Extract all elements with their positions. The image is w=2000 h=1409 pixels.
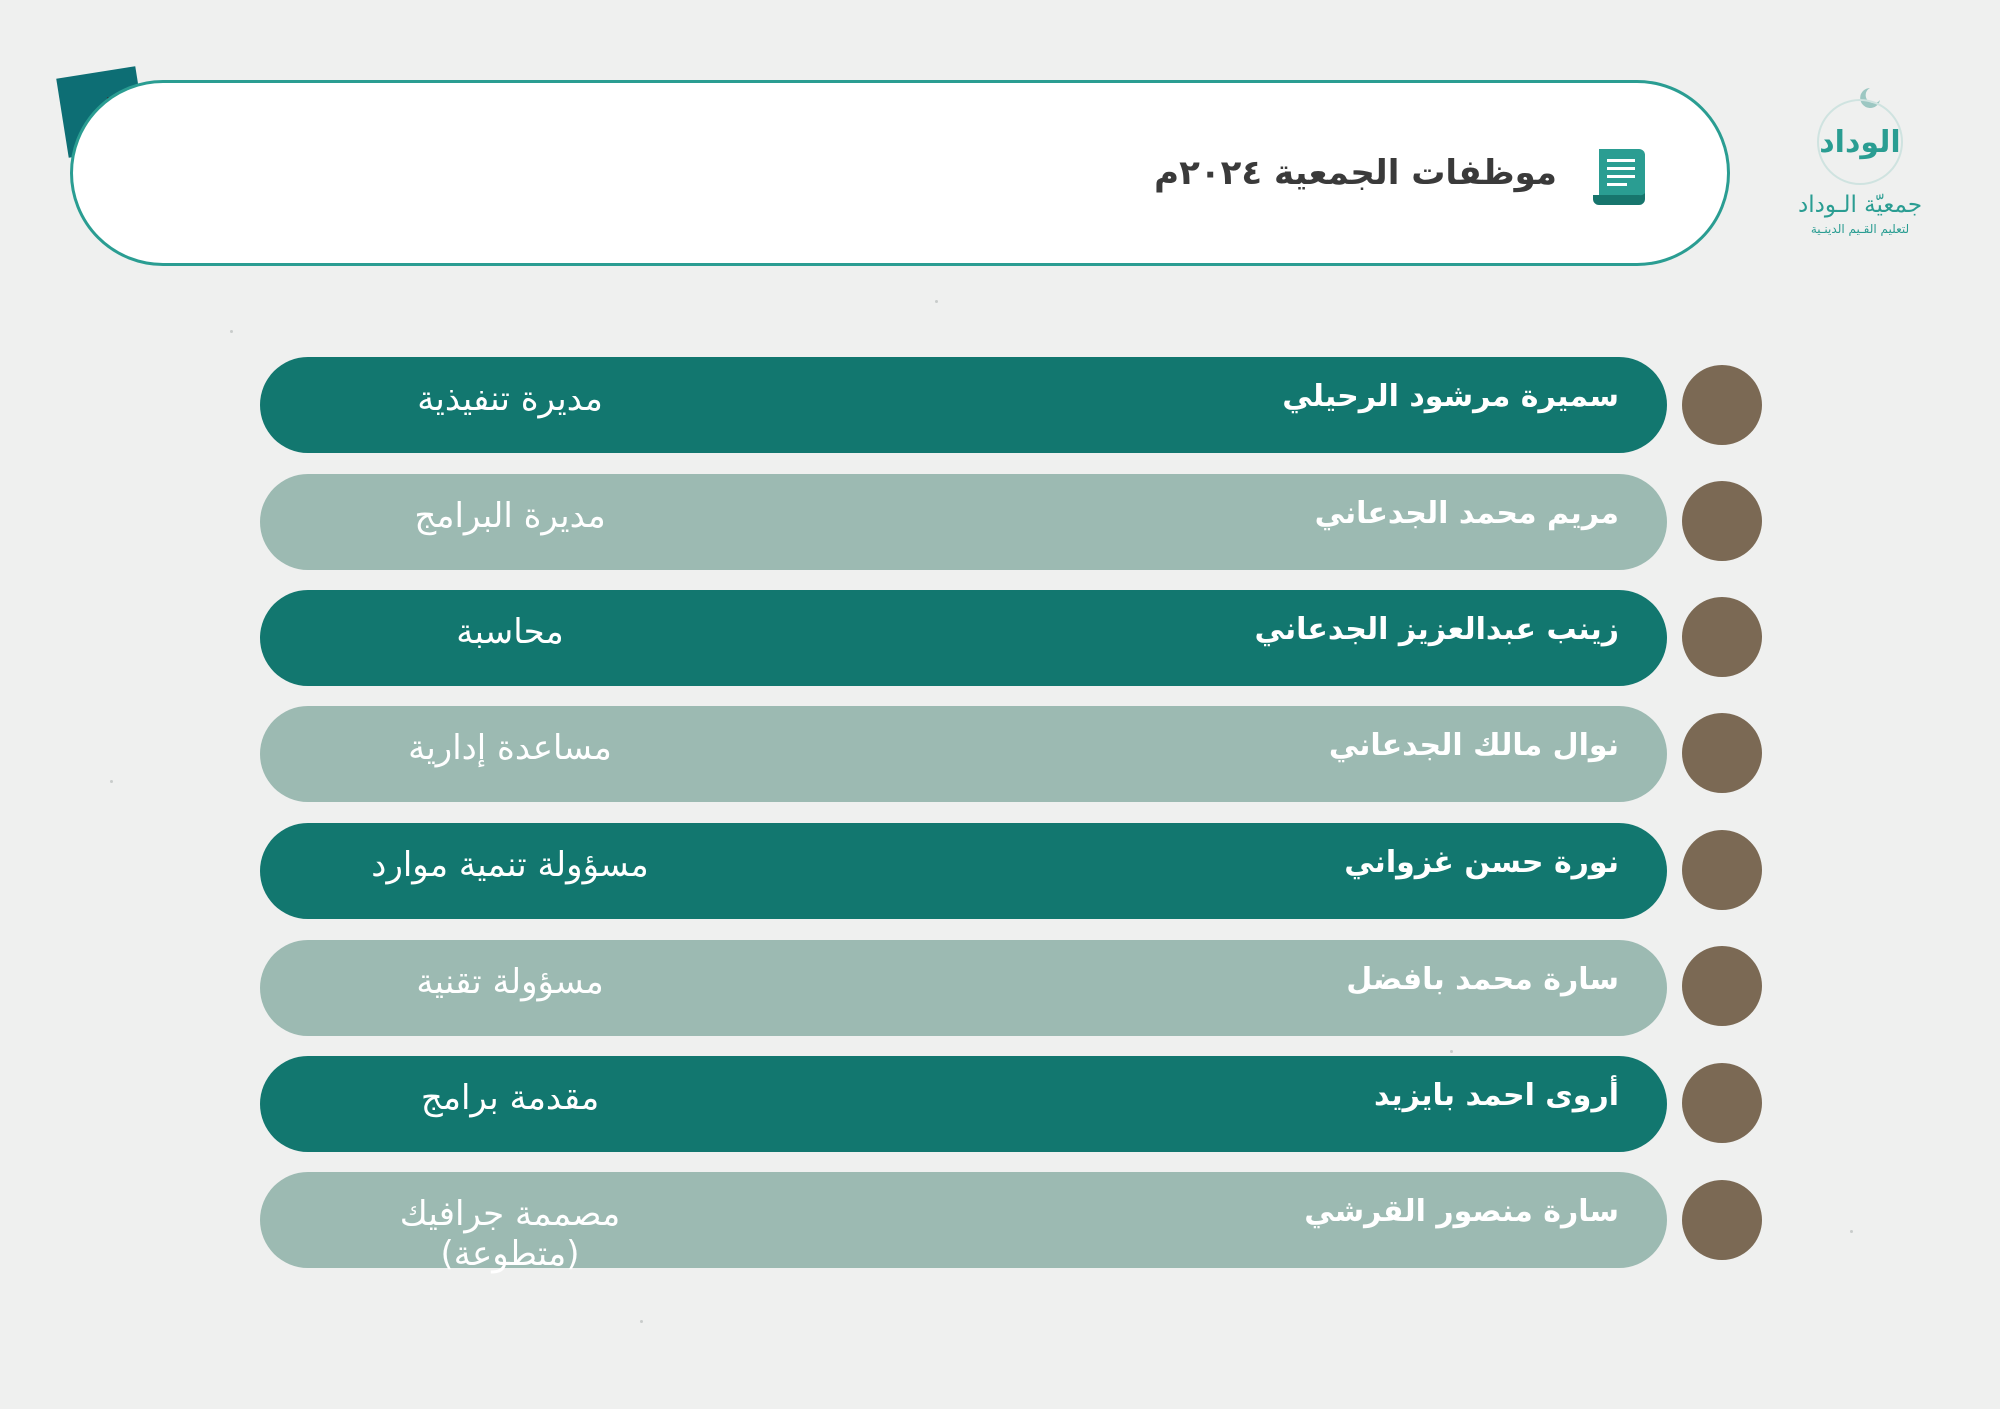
background-speck bbox=[640, 1320, 643, 1323]
staff-row bbox=[260, 706, 1667, 802]
staff-name: زينب عبدالعزيز الجدعاني bbox=[1254, 612, 1619, 647]
staff-name: سارة منصور القرشي bbox=[1304, 1194, 1619, 1229]
bullet-dot bbox=[1682, 365, 1762, 445]
staff-row bbox=[260, 823, 1667, 919]
bullet-dot bbox=[1682, 946, 1762, 1026]
staff-role: محاسبة bbox=[456, 612, 564, 652]
staff-row bbox=[260, 590, 1667, 686]
staff-row bbox=[260, 1056, 1667, 1152]
staff-row bbox=[260, 357, 1667, 453]
bullet-dot bbox=[1682, 481, 1762, 561]
bullet-dot bbox=[1682, 713, 1762, 793]
background-speck bbox=[230, 330, 233, 333]
staff-role: مديرة البرامج bbox=[414, 496, 606, 536]
background-speck bbox=[1850, 1230, 1853, 1233]
staff-row bbox=[260, 474, 1667, 570]
bullet-dot bbox=[1682, 597, 1762, 677]
staff-row bbox=[260, 940, 1667, 1036]
header-bar bbox=[70, 80, 1730, 266]
logo-tagline: لتعليم القـيم الدينـية bbox=[1810, 222, 1910, 236]
document-icon bbox=[1591, 145, 1649, 209]
staff-role: مساعدة إدارية bbox=[408, 728, 612, 768]
staff-name: أروى احمد بايزيد bbox=[1374, 1078, 1619, 1113]
staff-role: مديرة تنفيذية bbox=[417, 379, 603, 419]
staff-name: سميرة مرشود الرحيلي bbox=[1282, 379, 1619, 414]
association-logo bbox=[1770, 80, 1950, 250]
staff-role: مصممة جرافيك (متطوعة) bbox=[399, 1194, 621, 1274]
staff-role: مسؤولة تنمية موارد bbox=[371, 845, 649, 885]
staff-name: نوال مالك الجدعاني bbox=[1328, 728, 1619, 763]
logo-emblem bbox=[1810, 80, 1910, 190]
page-title: موظفات الجمعية ٢٠٢٤م bbox=[1154, 153, 1557, 193]
background-speck bbox=[110, 780, 113, 783]
staff-name: مريم محمد الجدعاني bbox=[1314, 496, 1619, 531]
staff-name: سارة محمد بافضل bbox=[1346, 962, 1619, 997]
bullet-dot bbox=[1682, 1063, 1762, 1143]
logo-name: جمعيّة الـوداد bbox=[1797, 192, 1923, 218]
bullet-dot bbox=[1682, 1180, 1762, 1260]
staff-role: مسؤولة تقنية bbox=[416, 962, 604, 1002]
bullet-dot bbox=[1682, 830, 1762, 910]
background-speck bbox=[935, 300, 938, 303]
staff-role: مقدمة برامج bbox=[420, 1078, 600, 1118]
staff-name: نورة حسن غزواني bbox=[1344, 845, 1619, 880]
staff-row bbox=[260, 1172, 1667, 1274]
background-speck bbox=[1450, 1050, 1453, 1053]
logo-mark-text: الوداد bbox=[1819, 125, 1901, 160]
